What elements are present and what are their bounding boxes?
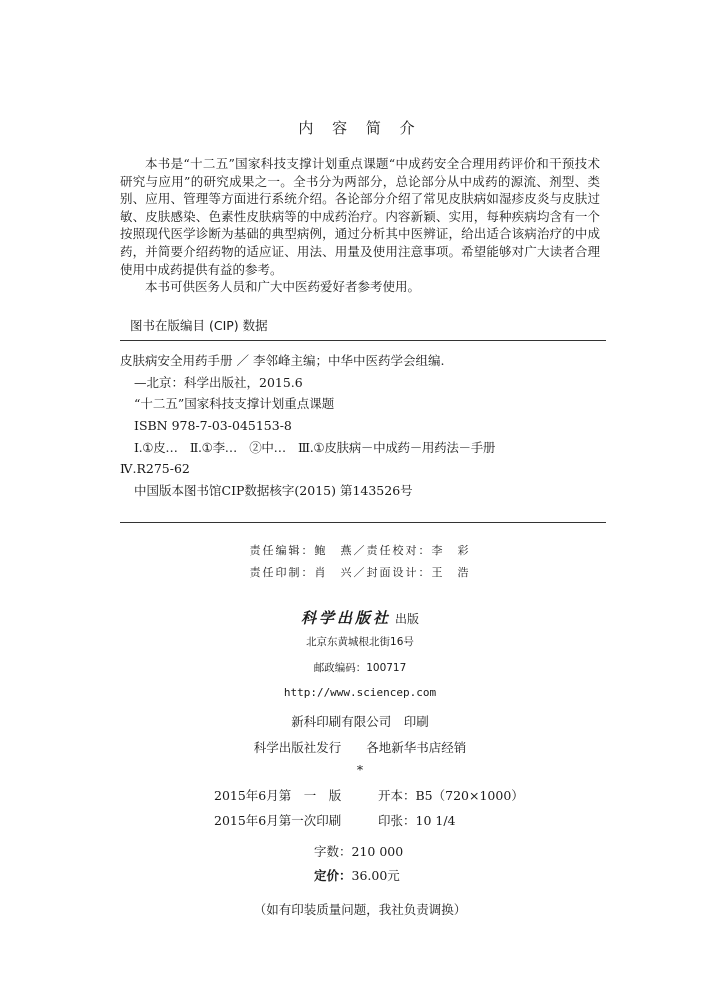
cip-isbn-line: ISBN 978-7-03-045153-8 bbox=[134, 418, 292, 434]
format-text: 开本：B5（720×1000） bbox=[378, 788, 524, 803]
cip-subject-line: Ⅰ.①皮… Ⅱ.①李… ②中… Ⅲ.①皮肤病－中成药－用药法－手册 bbox=[134, 439, 496, 455]
abstract-section bbox=[120, 155, 600, 296]
cip-top-rule bbox=[120, 340, 606, 341]
publisher-address: 北京东黄城根北街16号 bbox=[306, 636, 414, 648]
page-title: 内 容 简 介 bbox=[298, 119, 422, 137]
staff-line-production: 责任印制：肖 兴／封面设计：王 浩 bbox=[249, 566, 471, 579]
cip-title-line: 皮肤病安全用药手册 ／ 李邻峰主编；中华中医药学会组编. bbox=[120, 353, 445, 368]
edition-text: 2015年6月第 一 版 bbox=[214, 788, 342, 803]
cip-record-number-line: 中国版本图书馆CIP数据核字(2015) 第143526号 bbox=[134, 483, 413, 499]
cip-publisher-line: —北京：科学出版社，2015.6 bbox=[134, 374, 303, 390]
cip-heading: 图书在版编目 (CIP) 数据 bbox=[130, 318, 268, 333]
publisher-suffix: 出版 bbox=[395, 612, 420, 626]
price-group bbox=[314, 866, 400, 884]
cip-data-block bbox=[120, 350, 610, 502]
cip-bottom-rule bbox=[120, 522, 606, 523]
price-value: 36.00元 bbox=[351, 868, 400, 883]
printing-text: 2015年6月第一次印刷 bbox=[214, 813, 342, 828]
publisher-name: 科学出版社 bbox=[300, 609, 391, 627]
publisher-postcode: 邮政编码：100717 bbox=[313, 662, 407, 674]
printer-line: 新科印刷有限公司 印刷 bbox=[291, 714, 429, 729]
staff-line-editors: 责任编辑：鲍 燕／责任校对：李 彩 bbox=[249, 544, 471, 557]
cip-series-line: “十二五”国家科技支撑计划重点课题 bbox=[134, 396, 335, 412]
separator-asterisk: * bbox=[356, 762, 364, 777]
publisher-website: http://www.sciencep.com bbox=[283, 686, 437, 699]
quality-notice: （如有印装质量问题，我社负责调换） bbox=[253, 902, 467, 917]
price-label: 定价： bbox=[314, 868, 352, 883]
sheets-text: 印张：10 1/4 bbox=[378, 813, 456, 828]
distribution-line: 科学出版社发行 各地新华书店经销 bbox=[253, 740, 467, 755]
cip-classification-line: Ⅳ.R275-62 bbox=[120, 461, 190, 477]
word-count: 字数：210 000 bbox=[314, 844, 404, 859]
publisher-logo-line bbox=[0, 607, 720, 628]
abstract-paragraph-2: 本书可供医务人员和广大中医药爱好者参考使用。 bbox=[145, 279, 421, 295]
abstract-paragraph-1: 本书是“十二五”国家科技支撑计划重点课题“中成药安全合理用药评价和干预技术研究与应用”的研究成果之一。全书分为两部分，总论部分从中成药的源流、剂型、类别、应用、管理等方面进行系统介绍。各论部分介绍了常见皮肤病如湿疹皮炎与皮肤过敏、皮肤感染、色素性皮肤病等的中成药治疗。内容新颖、实用，每种疾病均含有一个按照现代医学诊断为基础的典型病例，通过分析其中医辨证，给出适合该病治疗的中成药，并简要介绍药物的适应证、用法、用量及使用注意事项。希望能够对广大读者合理使用中成药提供有益的参考。 bbox=[120, 156, 600, 277]
